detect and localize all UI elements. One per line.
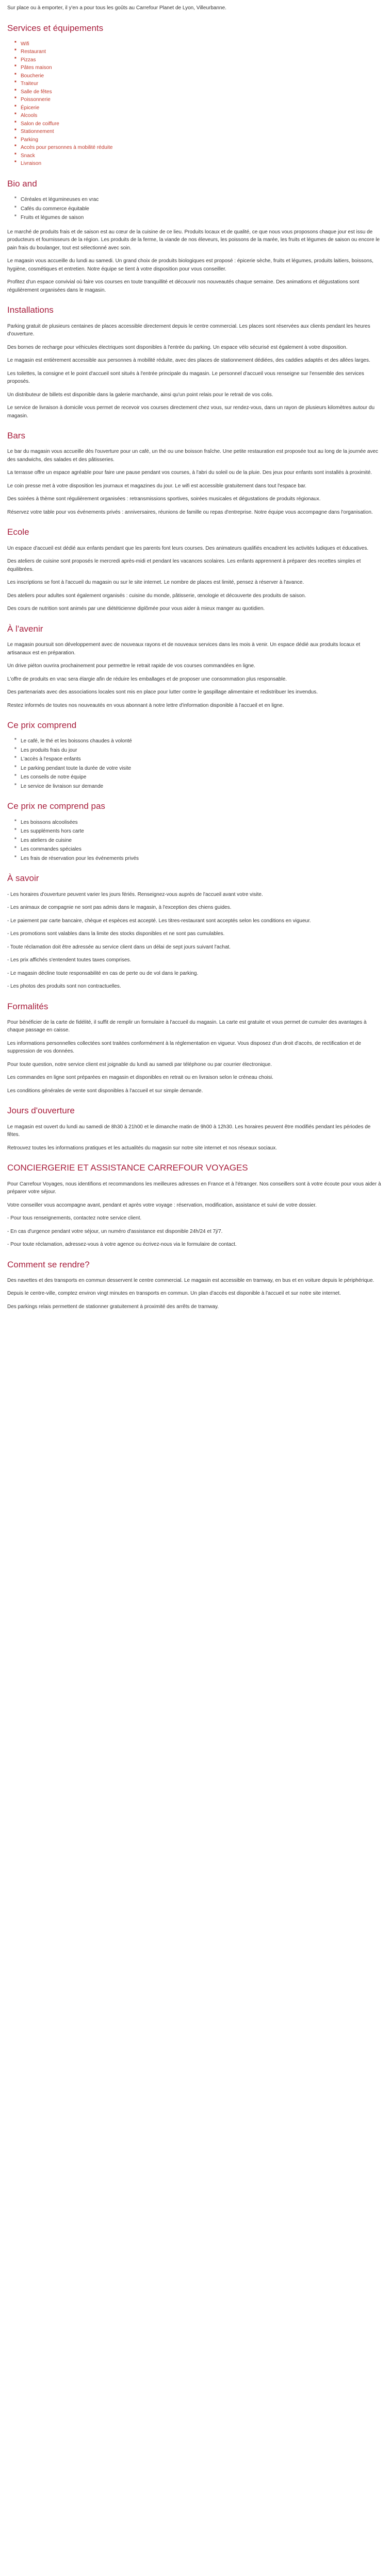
list-item: ■ Restaurant <box>14 48 384 56</box>
paragraph: - Le magasin décline toute responsabilité en cas de perte ou de vol dans le parking. <box>7 970 199 976</box>
paragraph: Le bar du magasin vous accueille dès l'ouverture pour un café, un thé ou une boisson fraîche. Une petite restauration est proposée tout au long de la journée avec des sandwichs, des salades et des pâtisseries. <box>7 449 379 463</box>
services-list <box>7 40 384 168</box>
list-item: ■ Le café, le thé et les boissons chaudes à volonté <box>14 737 384 745</box>
paragraph: Un espace d'accueil est dédié aux enfants pendant que les parents font leurs courses. Des animateurs qualifiés encadrent les activités ludiques et éducatives. <box>7 545 369 551</box>
list-item: ■ Les frais de réservation pour les événements privés <box>14 855 384 863</box>
list-item: ■ Parking <box>14 136 384 144</box>
heading-formalites: Formalités <box>7 1001 48 1011</box>
paragraph: - Les promotions sont valables dans la limite des stocks disponibles et ne sont pas cumulables. <box>7 931 225 937</box>
paragraph: Restez informés de toutes nos nouveautés en vous abonnant à notre lettre d'information disponible à l'accueil et en ligne. <box>7 702 284 708</box>
paragraph: Retrouvez toutes les informations pratiques et les actualités du magasin sur notre site internet et nos réseaux sociaux. <box>7 1145 278 1151</box>
paragraph: Le service de livraison à domicile vous permet de recevoir vos courses directement chez vous, sur rendez-vous, dans un rayon de plusieurs kilomètres autour du magasin. <box>7 405 375 419</box>
paragraph: - Pour toute réclamation, adressez-vous à votre agence ou écrivez-nous via le formulaire de contact. <box>7 1242 237 1248</box>
paragraph: Le coin presse met à votre disposition les journaux et magazines du jour. Le wifi est accessible gratuitement dans tout l'espace bar. <box>7 483 307 489</box>
paragraph: Les toilettes, la consigne et le point d'accueil sont situés à l'entrée principale du magasin. Le personnel d'accueil vous renseigne sur l'ensemble des services proposés. <box>7 370 364 385</box>
heading-installations: Installations <box>7 305 54 315</box>
paragraph: - Toute réclamation doit être adressée au service client dans un délai de sept jours suivant l'achat. <box>7 944 231 950</box>
heading-jours: Jours d'ouverture <box>7 1106 75 1116</box>
list-item: ■ Pâtes maison <box>14 64 384 72</box>
paragraph: Des bornes de recharge pour véhicules électriques sont disponibles à l'entrée du parking. Un espace vélo sécurisé est également à votre disposition. <box>7 344 348 350</box>
paragraph: Des parkings relais permettent de stationner gratuitement à proximité des arrêts de tramway. <box>7 1303 219 1310</box>
heading-excludes: Ce prix ne comprend pas <box>7 801 105 811</box>
paragraph: Pour toute question, notre service client est joignable du lundi au samedi par téléphone ou par courrier électronique. <box>7 1061 272 1067</box>
list-item: ■ Les suppléments hors carte <box>14 827 384 836</box>
list-item: ■ Les commandes spéciales <box>14 845 384 854</box>
list-item: ■ Accès pour personnes à mobilité réduite <box>14 144 384 152</box>
paragraph: Le magasin vous accueille du lundi au samedi. Un grand choix de produits biologiques est proposé : épicerie sèche, fruits et légumes, produits laitiers, boissons, hygiène, cosmétiques et entretien. Notre équipe se tient à votre disposition pour vous conseiller. <box>7 258 373 272</box>
list-item: ■ Snack <box>14 152 384 160</box>
paragraph: Les commandes en ligne sont préparées en magasin et disponibles en retrait ou en livraison selon le créneau choisi. <box>7 1075 273 1081</box>
heading-ecole: Ecole <box>7 527 29 537</box>
paragraph: Des navettes et des transports en commun desservent le centre commercial. Le magasin est accessible en tramway, en bus et en voiture depuis le périphérique. <box>7 1277 374 1283</box>
list-item: ■ Pizzas <box>14 56 384 64</box>
list-item: ■ Cafés du commerce équitable <box>14 205 384 213</box>
paragraph: L'offre de produits en vrac sera élargie afin de réduire les emballages et de proposer une consommation plus responsable. <box>7 676 287 682</box>
list-item: ■ Épicerie <box>14 104 384 112</box>
heading-a-savoir: À savoir <box>7 873 39 884</box>
list-item: ■ Stationnement <box>14 128 384 136</box>
bioand-list <box>7 196 384 222</box>
paragraph: Un distributeur de billets est disponible dans la galerie marchande, ainsi qu'un point relais pour le retrait de vos colis. <box>7 392 273 398</box>
list-item: ■ Alcools <box>14 112 384 120</box>
excludes-list <box>7 819 384 863</box>
paragraph: Votre conseiller vous accompagne avant, pendant et après votre voyage : réservation, modification, assistance et suivi de votre dossier. <box>7 1202 317 1208</box>
heading-comment: Comment se rendre? <box>7 1259 90 1269</box>
paragraph: Les conditions générales de vente sont disponibles à l'accueil et sur simple demande. <box>7 1088 203 1094</box>
paragraph: Un drive piéton ouvrira prochainement pour permettre le retrait rapide de vos courses commandées en ligne. <box>7 663 255 669</box>
list-item: ■ Traiteur <box>14 80 384 88</box>
paragraph: Les inscriptions se font à l'accueil du magasin ou sur le site internet. Le nombre de places est limité, pensez à réserver à l'avance. <box>7 580 304 586</box>
list-item: ■ Wifi <box>14 40 384 48</box>
paragraph: - Les horaires d'ouverture peuvent varier les jours fériés. Renseignez-vous auprès de l'accueil avant votre visite. <box>7 891 263 897</box>
list-item: ■ L'accès à l'espace enfants <box>14 755 384 764</box>
paragraph: Des partenariats avec des associations locales sont mis en place pour lutter contre le gaspillage alimentaire et redistribuer les invendus. <box>7 689 318 696</box>
paragraph: Profitez d'un espace convivial où faire vos courses en toute tranquillité et découvrir nos nouveautés chaque semaine. Des animations et dégustations sont régulièrement organisées dans le magasin. <box>7 279 360 293</box>
heading-avenir: À l'avenir <box>7 623 43 634</box>
heading-bioand: Bio and <box>7 178 37 189</box>
intro-text: Sur place ou à emporter, il y'en a pour tous les goûts au Carrefour Planet de Lyon, Villeurbanne. <box>7 5 226 11</box>
list-item: ■ Les boissons alcoolisées <box>14 819 384 827</box>
heading-conciergerie: CONCIERGERIE ET ASSISTANCE CARREFOUR VOYAGES <box>7 1163 248 1173</box>
list-item: ■ Le service de livraison sur demande <box>14 783 384 791</box>
paragraph: Des soirées à thème sont régulièrement organisées : retransmissions sportives, soirées musicales et dégustations de produits régionaux. <box>7 496 321 502</box>
list-item: ■ Les conseils de notre équipe <box>14 773 384 782</box>
paragraph: - Les animaux de compagnie ne sont pas admis dans le magasin, à l'exception des chiens guides. <box>7 905 232 911</box>
paragraph: - En cas d'urgence pendant votre séjour, un numéro d'assistance est disponible 24h/24 et 7j/7. <box>7 1228 223 1234</box>
paragraph: Parking gratuit de plusieurs centaines de places accessible directement depuis le centre commercial. Les places sont réservées aux clients pendant les heures d'ouverture. <box>7 323 370 337</box>
paragraph: - Les photos des produits sont non contractuelles. <box>7 984 121 990</box>
list-item: ■ Boucherie <box>14 72 384 80</box>
list-item: ■ Les produits frais du jour <box>14 747 384 755</box>
paragraph: Des cours de nutrition sont animés par une diététicienne diplômée pour vous aider à mieux manger au quotidien. <box>7 606 265 612</box>
paragraph: Pour bénéficier de la carte de fidélité, il suffit de remplir un formulaire à l'accueil du magasin. La carte est gratuite et vous permet de cumuler des avantages à chaque passage en caisse. <box>7 1019 367 1033</box>
heading-services: Services et équipements <box>7 23 104 33</box>
list-item: ■ Livraison <box>14 160 384 168</box>
paragraph: Depuis le centre-ville, comptez environ vingt minutes en transports en commun. Un plan d'accès est disponible à l'accueil et sur notre site internet. <box>7 1291 341 1297</box>
list-item: ■ Salle de fêtes <box>14 88 384 96</box>
list-item: ■ Céréales et légumineuses en vrac <box>14 196 384 204</box>
paragraph: Le marché de produits frais et de saison est au cœur de la cuisine de ce lieu. Produits locaux et de qualité, ce que nous vous proposons chaque jour est issu de producteurs et fournisseurs de la région. Les produits de la ferme, la viande de nos éleveurs, les poissons de la marée, les fruits et légumes de saison ou encore le pain frais du boulanger, tout est sélectionné avec soin. <box>7 229 380 251</box>
list-item: ■ Le parking pendant toute la durée de votre visite <box>14 765 384 773</box>
paragraph: Le magasin est ouvert du lundi au samedi de 8h30 à 21h00 et le dimanche matin de 9h00 à 12h30. Les horaires peuvent être modifiés pendant les périodes de fêtes. <box>7 1124 371 1138</box>
paragraph: Le magasin poursuit son développement avec de nouveaux rayons et de nouveaux services dans les mois à venir. Un espace dédié aux produits locaux et artisanaux est en préparation. <box>7 642 361 656</box>
heading-includes: Ce prix comprend <box>7 720 77 731</box>
paragraph: - Le paiement par carte bancaire, chèque et espèces est accepté. Les titres-restaurant sont acceptés selon les conditions en vigueur. <box>7 918 311 924</box>
paragraph: - Les prix affichés s'entendent toutes taxes comprises. <box>7 957 132 963</box>
paragraph: Des ateliers de cuisine sont proposés le mercredi après-midi et pendant les vacances scolaires. Les enfants apprennent à préparer des recettes simples et équilibrées. <box>7 558 361 572</box>
list-item: ■ Salon de coiffure <box>14 120 384 128</box>
includes-list <box>7 737 384 790</box>
list-item: ■ Les ateliers de cuisine <box>14 837 384 845</box>
paragraph: Des ateliers pour adultes sont également organisés : cuisine du monde, pâtisserie, œnologie et découverte des produits de saison. <box>7 592 306 599</box>
paragraph: Réservez votre table pour vos événements privés : anniversaires, réunions de famille ou repas d'entreprise. Notre équipe vous accompagne dans l'organisation. <box>7 509 373 515</box>
paragraph: Le magasin est entièrement accessible aux personnes à mobilité réduite, avec des places de stationnement dédiées, des caddies adaptés et des allées larges. <box>7 358 370 364</box>
heading-bars: Bars <box>7 431 25 441</box>
paragraph: Pour Carrefour Voyages, nous identifions et recommandons les meilleures adresses en France et à l'étranger. Nos conseillers sont à votre écoute pour vous aider à préparer votre séjour. <box>7 1181 381 1195</box>
list-item: ■ Poissonnerie <box>14 96 384 104</box>
list-item: ■ Fruits et légumes de saison <box>14 214 384 222</box>
paragraph: La terrasse offre un espace agréable pour faire une pause pendant vos courses, à l'abri du soleil ou de la pluie. Des jeux pour enfants sont installés à proximité. <box>7 470 372 476</box>
paragraph: Les informations personnelles collectées sont traitées conformément à la réglementation en vigueur. Vous disposez d'un droit d'accès, de rectification et de suppression de vos données. <box>7 1040 361 1055</box>
paragraph: - Pour tous renseignements, contactez notre service client. <box>7 1215 142 1222</box>
